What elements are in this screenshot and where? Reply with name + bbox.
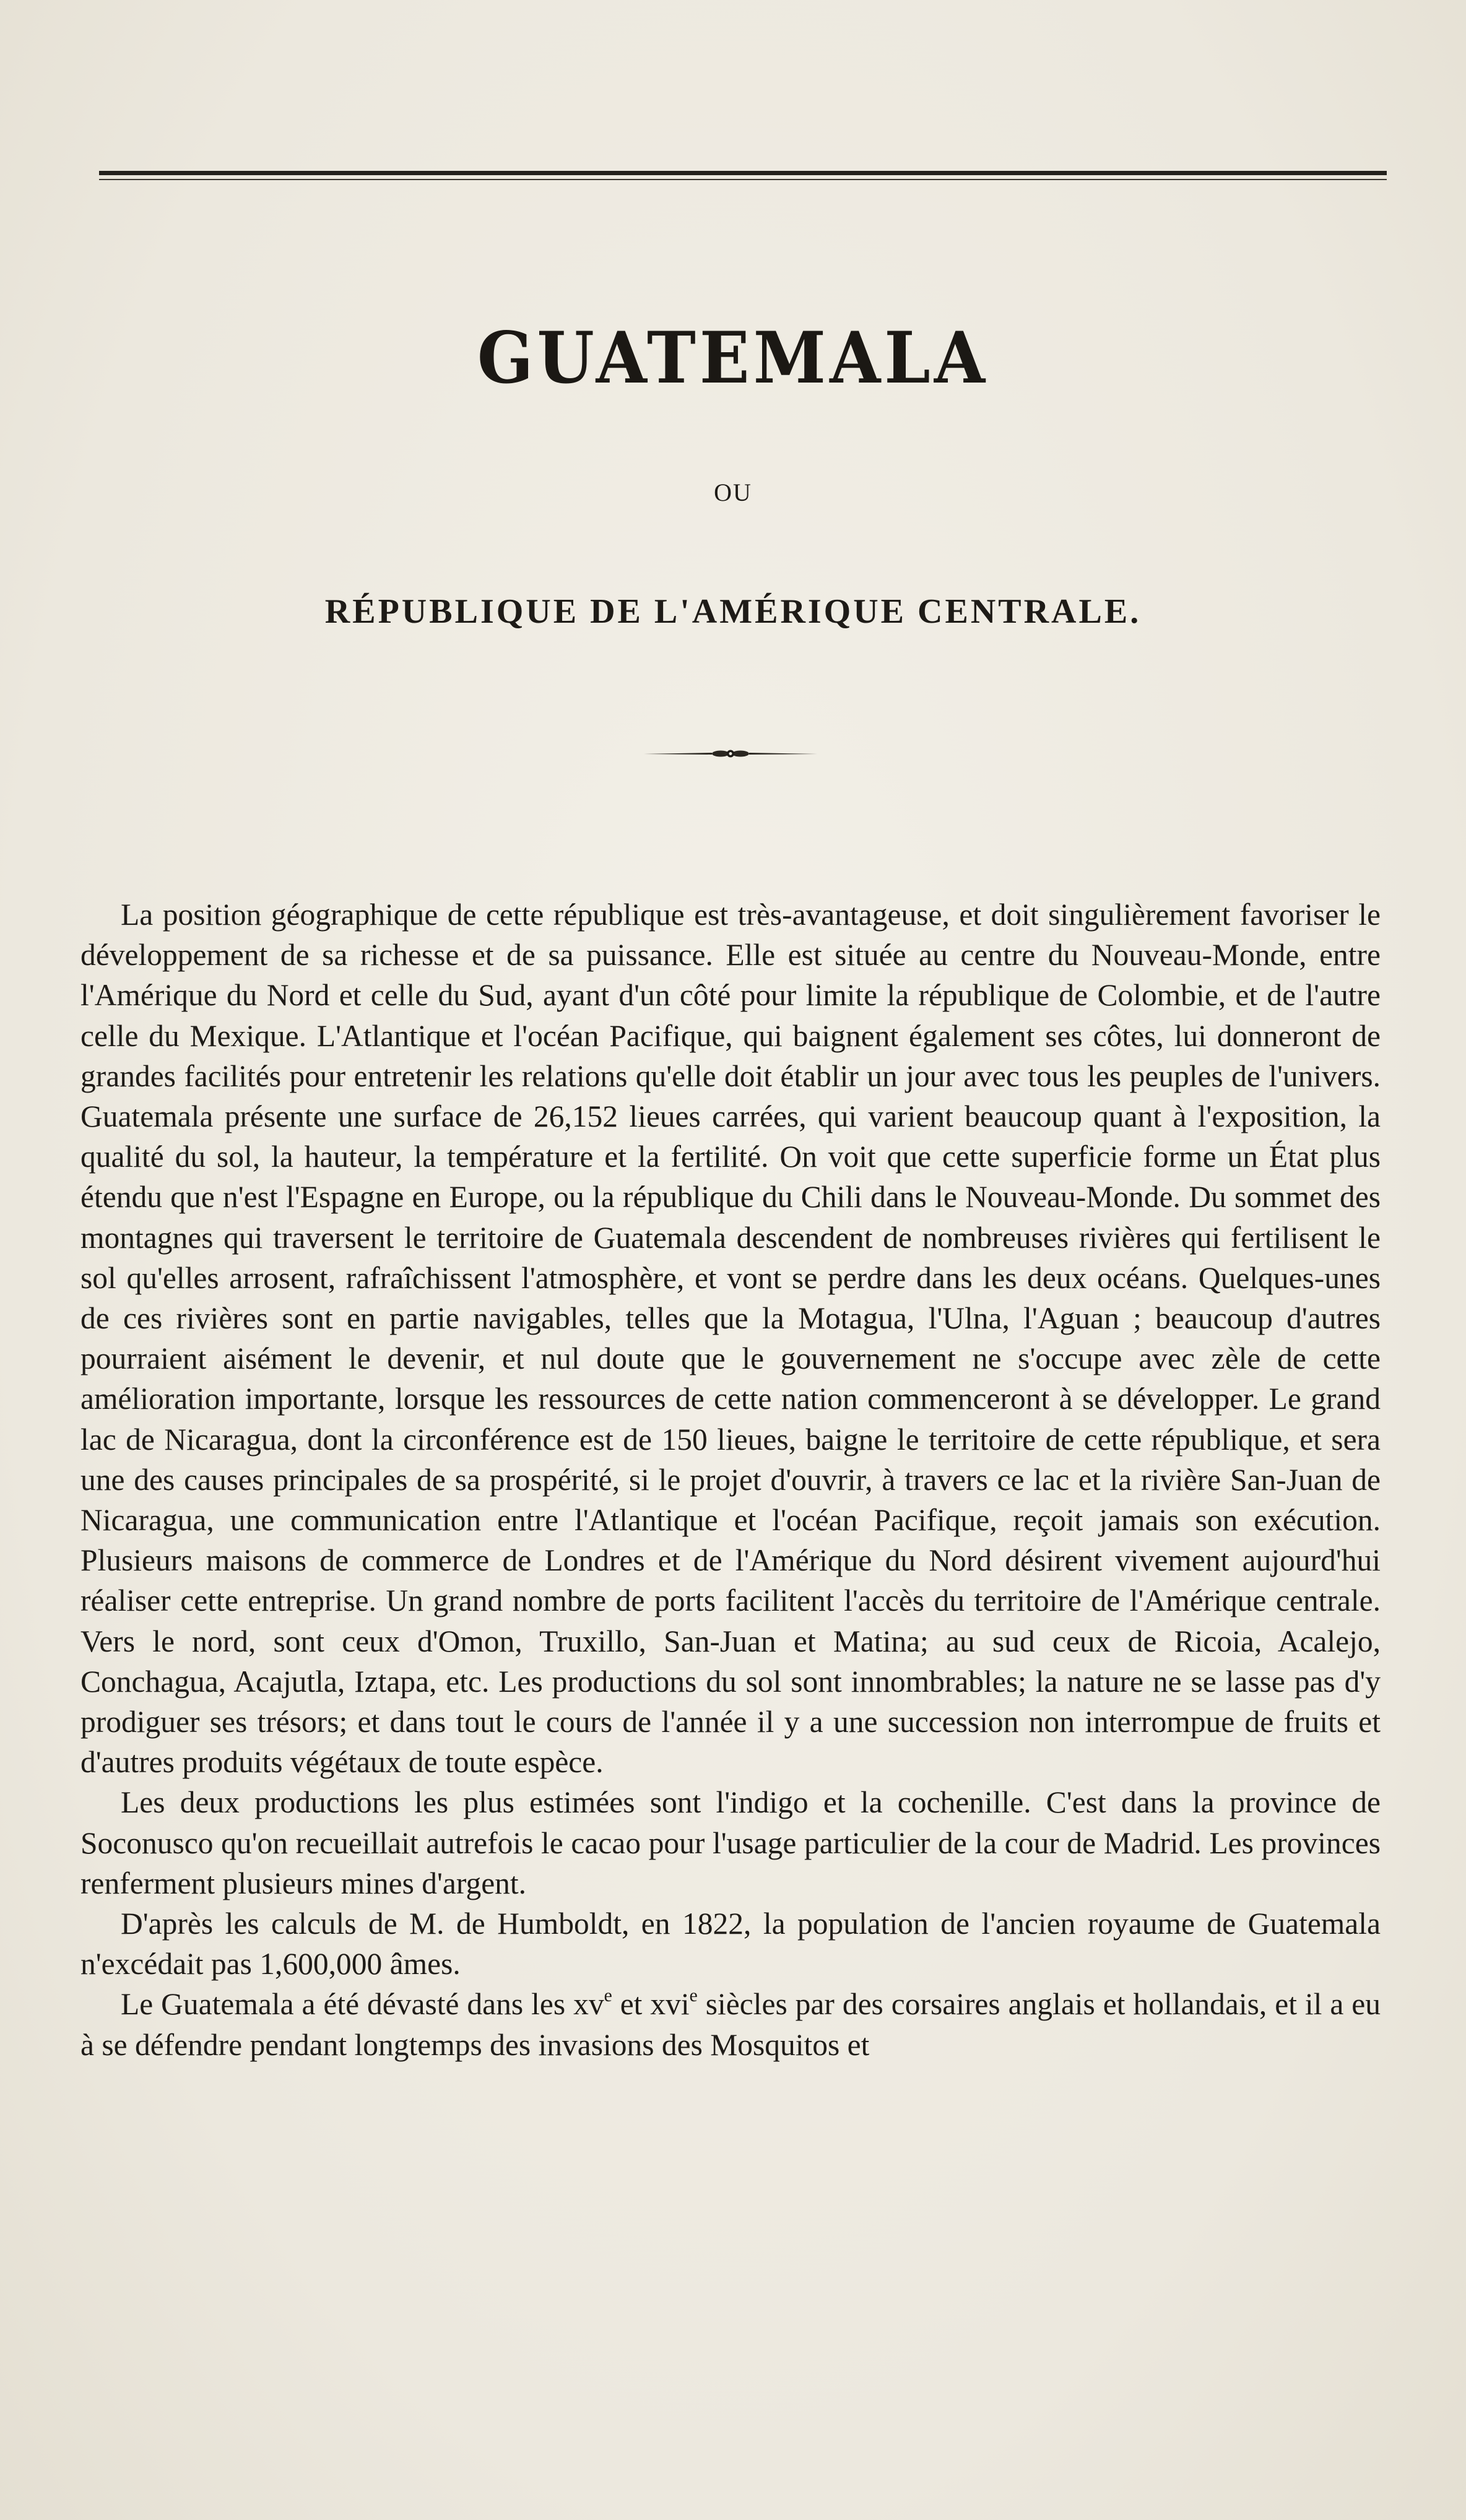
rule-thin-line: [99, 179, 1387, 180]
header-double-rule: [99, 171, 1387, 183]
page-subtitle: RÉPUBLIQUE DE L'AMÉRIQUE CENTRALE.: [324, 592, 1142, 631]
rule-thick-line: [99, 171, 1387, 175]
title-connector: OU: [714, 478, 752, 506]
paragraph-last: [80, 1984, 1381, 2064]
text-segment: et: [612, 1987, 651, 2022]
century-numeral: xv: [573, 1987, 604, 2022]
paragraph: La position géographique de cette république est très-avantageuse, et doit singulièrement favoriser le développement de sa richesse et de sa puissance. Elle est située au centre du Nouveau-Monde, entre l'Amérique du Nord et celle du Sud, ayant d'un côté pour limite la république de Colombie, et de l'autre celle du Mexique. L'Atlantique et l'océan Pacifique, qui baignent également ses côtes, lui donneront de grandes facilités pour entretenir les relations qu'elle doit établir un jour avec tous les peuples de l'univers. Guatemala présente une surface de 26,152 lieues carrées, qui varient beaucoup quant à l'exposition, la qualité du sol, la hauteur, la température et la fertilité. On voit que cette superficie forme un État plus étendu que n'est l'Espagne en Europe, ou la république du Chili dans le Nouveau-Monde. Du sommet des montagnes qui traversent le territoire de Guatemala descendent de nombreuses rivières qui fertilisent le sol qu'elles arrosent, rafraîchissent l'atmosphère, et vont se perdre dans les deux océans. Quelques-unes de ces rivières sont en partie navigables, telles que la Motagua, l'Ulna, l'Aguan ; beaucoup d'autres pourraient aisément le devenir, et nul doute que le gouvernement ne s'occupe avec zèle de cette amélioration importante, lorsque les ressources de cette nation commenceront à se développer. Le grand lac de Nicaragua, dont la circonférence est de 150 lieues, baigne le territoire de cette république, et sera une des causes principales de sa prospérité, si le projet d'ouvrir, à travers ce lac et la rivière San-Juan de Nicaragua, une communication entre l'Atlantique et l'océan Pacifique, reçoit jamais son exécution. Plusieurs maisons de commerce de Londres et de l'Amérique du Nord désirent vivement aujourd'hui réaliser cette entreprise. Un grand nombre de ports facilitent l'accès du territoire de l'Amérique centrale. Vers le nord, sont ceux d'Omon, Truxillo, San-Juan et Matina; au sud ceux de Ricoia, Acalejo, Conchagua, Acajutla, Iztapa, etc. Les productions du sol sont innombrables; la nature ne se lasse pas d'y prodiguer ses trésors; et dans tout le cours de l'année il y a une succession non interrompue de fruits et d'autres produits végétaux de toute espèce.: [80, 898, 1381, 1780]
article-body: [80, 894, 1381, 2065]
ordinal-suffix: e: [689, 1986, 698, 2006]
paragraph: D'après les calculs de M. de Humboldt, en 1822, la population de l'ancien royaume de Guatemala n'excédait pas 1,600,000 âmes.: [80, 1907, 1381, 1981]
century-numeral: xvi: [650, 1987, 690, 2022]
text-segment: Le Guatemala a été dévasté dans les: [121, 1987, 574, 2022]
ornament-divider-icon: [644, 746, 817, 761]
page-title: GUATEMALA: [477, 315, 989, 399]
text-segment: siècles par des corsaires anglais et hollandais, et il a eu à se défendre pendant longtemps des invasions des Mosquitos et: [80, 1987, 1381, 2062]
ordinal-suffix: e: [604, 1986, 612, 2006]
paragraph: Les deux productions les plus estimées sont l'indigo et la cochenille. C'est dans la province de Soconusco qu'on recueillait autrefois le cacao pour l'usage particulier de la cour de Madrid. Les provinces renferment plusieurs mines d'argent.: [80, 1785, 1381, 1900]
